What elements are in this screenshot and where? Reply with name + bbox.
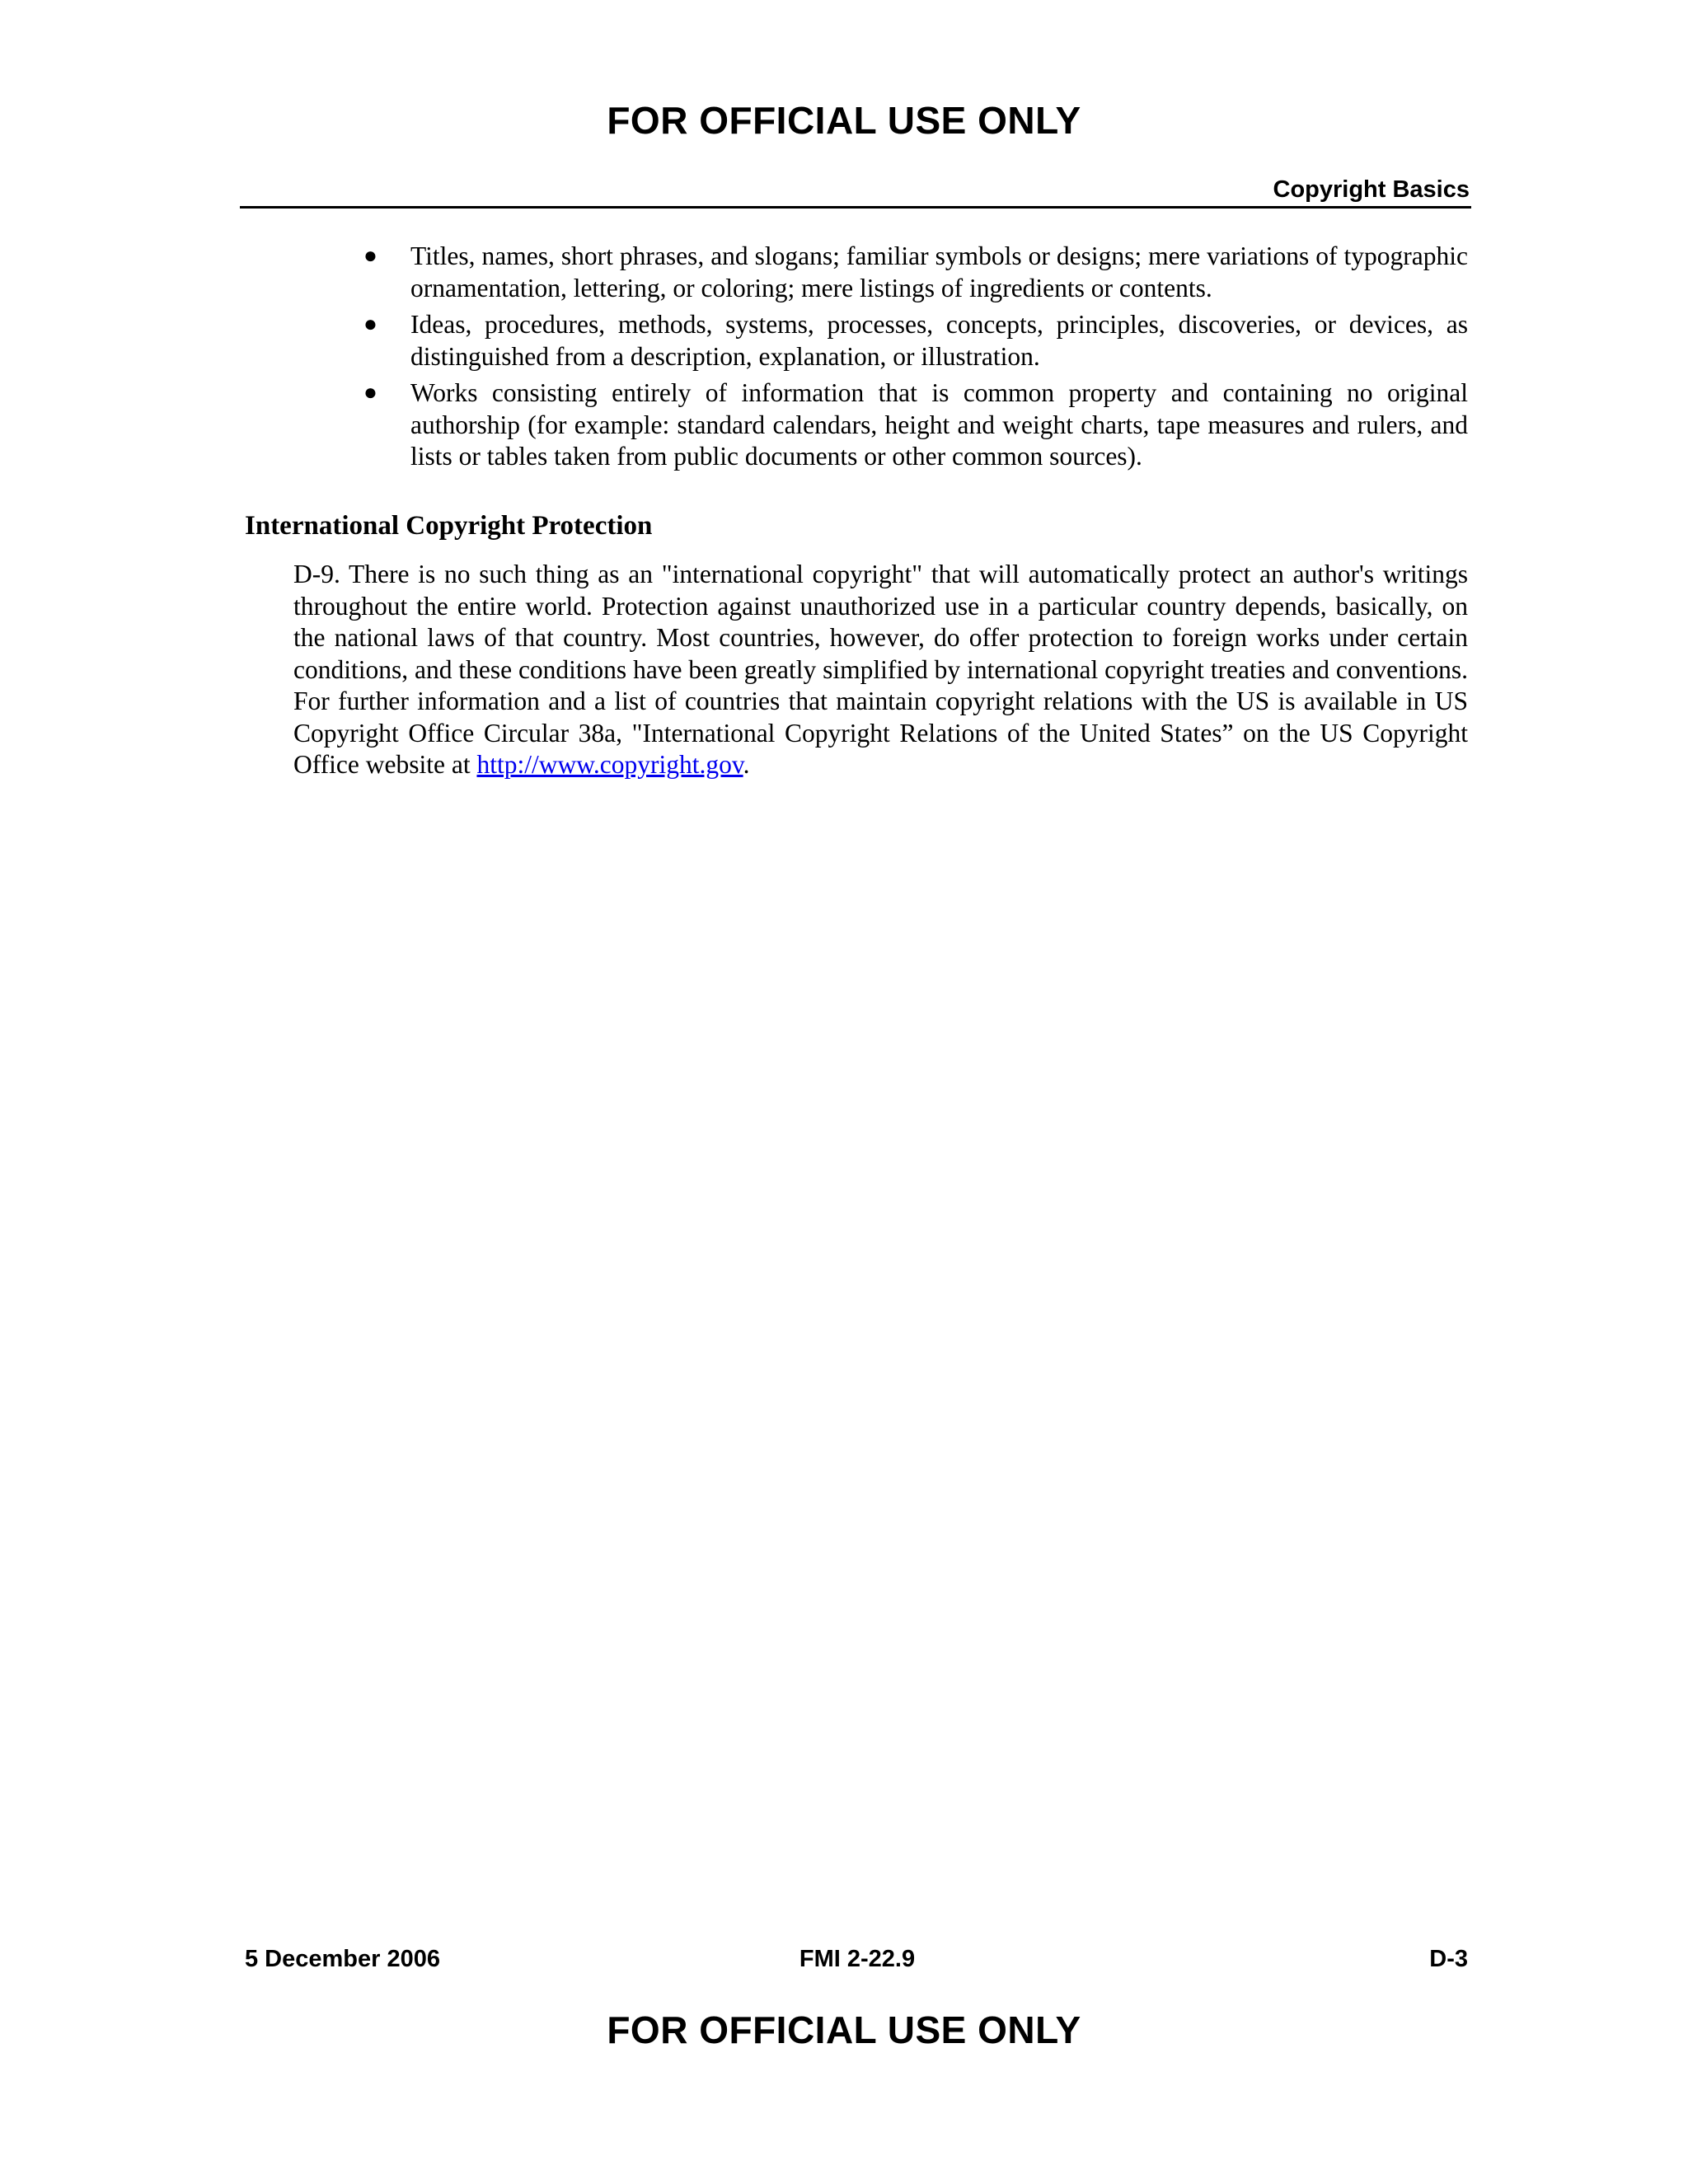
classification-marking-top: FOR OFFICIAL USE ONLY bbox=[607, 99, 1081, 142]
list-item-text: Works consisting entirely of information that is common property and containing no original authorship (for example: standard calendars, height and weight charts, tape measures and rulers, and lists or tables taken from public documents or other common sources). bbox=[410, 378, 1468, 471]
list-item-text: Titles, names, short phrases, and slogans; familiar symbols or designs; mere variations of typographic ornamentation, lettering, or coloring; mere listings of ingredients or contents. bbox=[410, 241, 1468, 302]
footer-page-number: D-3 bbox=[1429, 1946, 1468, 1972]
excluded-works-list bbox=[240, 241, 1468, 478]
list-item bbox=[240, 309, 1468, 373]
list-item bbox=[240, 241, 1468, 304]
list-item-text: Ideas, procedures, methods, systems, processes, concepts, principles, discoveries, or devices, as distinguished from a description, explanation, or illustration. bbox=[410, 310, 1468, 371]
classification-marking-bottom: FOR OFFICIAL USE ONLY bbox=[607, 2008, 1081, 2051]
section-heading: International Copyright Protection bbox=[245, 511, 653, 541]
copyright-gov-link[interactable]: http://www.copyright.gov bbox=[476, 750, 743, 779]
paragraph-end: . bbox=[743, 750, 750, 779]
bullet-icon: ● bbox=[363, 243, 377, 269]
header-rule bbox=[240, 206, 1471, 209]
running-header-title: Copyright Basics bbox=[1273, 176, 1470, 203]
footer-date: 5 December 2006 bbox=[245, 1946, 440, 1972]
bullet-icon: ● bbox=[363, 380, 377, 405]
paragraph-d9 bbox=[293, 559, 1468, 781]
list-item bbox=[240, 377, 1468, 473]
bullet-icon: ● bbox=[363, 312, 377, 337]
footer-publication: FMI 2-22.9 bbox=[799, 1946, 916, 1972]
paragraph-text: D-9. There is no such thing as an "international copyright" that will automatically protect an author's writings throughout the entire world. Protection against unauthorized use in a particular country depends, basically, on the national laws of that country. Most countries, however, do offer protection to foreign works under certain conditions, and these conditions have been greatly simplified by international copyright treaties and conventions. For further information and a list of countries that maintain copyright relations with the US is available in US Copyright Office Circular 38a, "International Copyright Relations of the United States” on the US Copyright Office website at bbox=[293, 560, 1469, 779]
